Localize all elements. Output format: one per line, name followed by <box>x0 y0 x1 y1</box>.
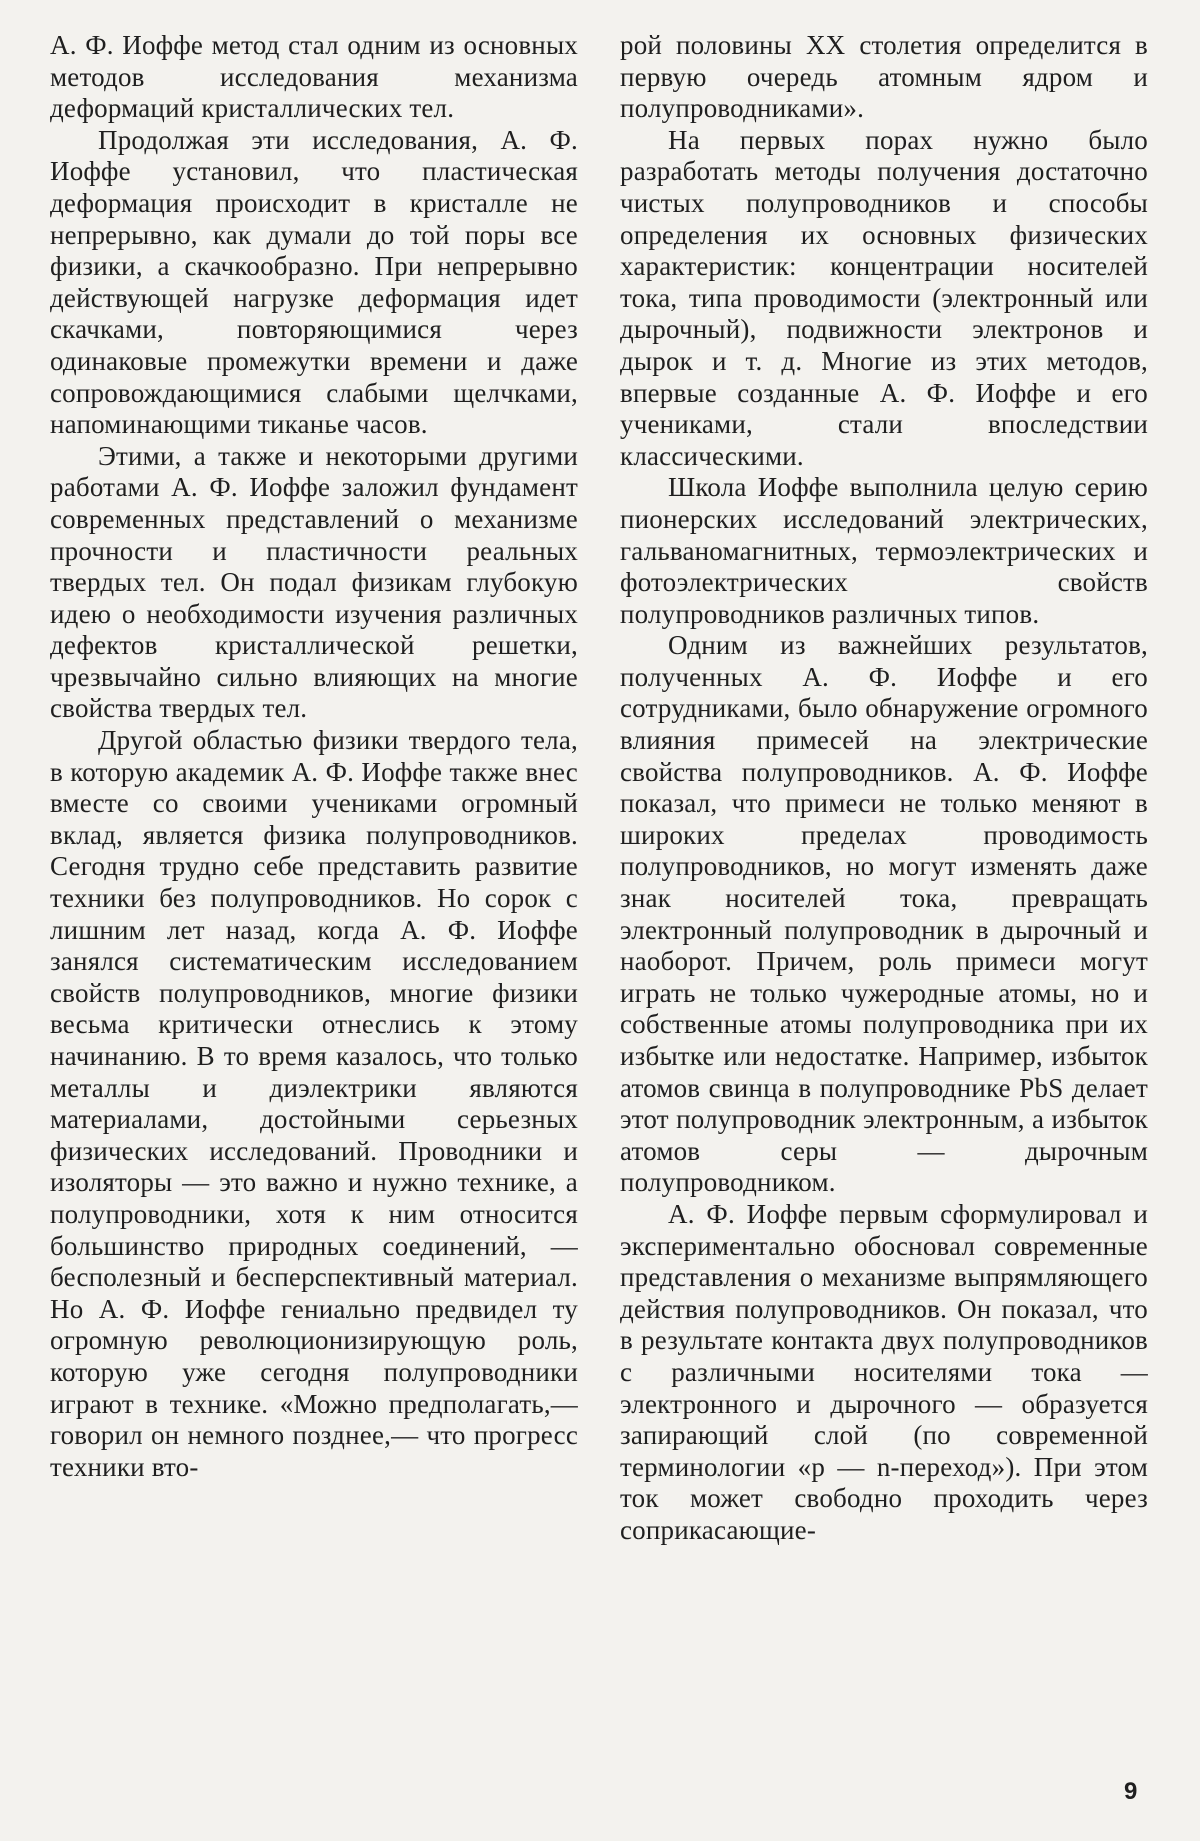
page-number: 9 <box>1124 1778 1138 1805</box>
paragraph: рой половины XX столетия определится в первую очередь атомным ядром и полупроводниками». <box>620 30 1148 124</box>
left-column <box>50 30 578 1483</box>
paragraph: Другой областью физики твердого тела, в которую академик А. Ф. Иоффе также внес вместе со своими учениками огромный вклад, является физика полупроводников. Сегодня трудно себе представить развитие техники без полупроводников. Но сорок с лишним лет назад, когда А. Ф. Иоффе занялся систематическим исследованием свойств полупроводников, многие физики весьма критически отнеслись к этому начинанию. В то время казалось, что только металлы и диэлектрики являются материалами, достойными серьезных физических исследований. Проводники и изоляторы — это важно и нужно технике, а полупроводники, хотя к ним относится большинство природных соединений, — бесполезный и бесперспективный материал. Но А. Ф. Иоффе гениально предвидел ту огромную революционизирующую роль, которую уже сегодня полупроводники играют в технике. «Можно предполагать,— говорил он немного позднее,— что прогресс техники вто- <box>50 725 578 1482</box>
paragraph: Школа Иоффе выполнила целую серию пионерских исследований электрических, гальваномагнитных, термоэлектрических и фотоэлектрических свойств полупроводников различных типов. <box>620 472 1148 629</box>
paragraph: Этими, а также и некоторыми другими работами А. Ф. Иоффе заложил фундамент современных представлений о механизме прочности и пластичности реальных твердых тел. Он подал физикам глубокую идею о необходимости изучения различных дефектов кристаллической решетки, чрезвычайно сильно влияющих на многие свойства твердых тел. <box>50 440 578 724</box>
paragraph: А. Ф. Иоффе первым сформулировал и экспериментально обосновал современные представления о механизме выпрямляющего действия полупроводников. Он показал, что в результате контакта двух полупроводников с различными носителями тока — электронного и дырочного — образуется запирающий слой (по современной терминологии «p — n-переход»). При этом ток может свободно проходить через соприкасающие- <box>620 1198 1148 1545</box>
paragraph: А. Ф. Иоффе метод стал одним из основных методов исследования механизма деформаций кристаллических тел. <box>50 30 578 124</box>
right-column <box>620 30 1148 1547</box>
paragraph: На первых порах нужно было разработать методы получения достаточно чистых полупроводников и способы определения их основных физических характеристик: концентрации носителей тока, типа проводимости (электронный или дырочный), подвижности электронов и дырок и т. д. Многие из этих методов, впервые созданные А. Ф. Иоффе и его учениками, стали впоследствии классическими. <box>620 124 1148 471</box>
paragraph: Продолжая эти исследования, А. Ф. Иоффе установил, что пластическая деформация происходит в кристалле не непрерывно, как думали до той поры все физики, а скачкообразно. При непрерывно действующей нагрузке деформация идет скачками, повторяющимися через одинаковые промежутки времени и даже сопровождающимися слабыми щелчками, напоминающими тиканье часов. <box>50 124 578 440</box>
paragraph: Одним из важнейших результатов, полученных А. Ф. Иоффе и его сотрудниками, было обнаружение огромного влияния примесей на электрические свойства полупроводников. А. Ф. Иоффе показал, что примеси не только меняют в широких пределах проводимость полупроводников, но могут изменять даже знак носителей тока, превращать электронный полупроводник в дырочный и наоборот. Причем, роль примеси могут играть не только чужеродные атомы, но и собственные атомы полупроводника при их избытке или недостатке. Например, избыток атомов свинца в полупроводнике PbS делает этот полупроводник электронным, а избыток атомов серы — дырочным полупроводником. <box>620 630 1148 1198</box>
